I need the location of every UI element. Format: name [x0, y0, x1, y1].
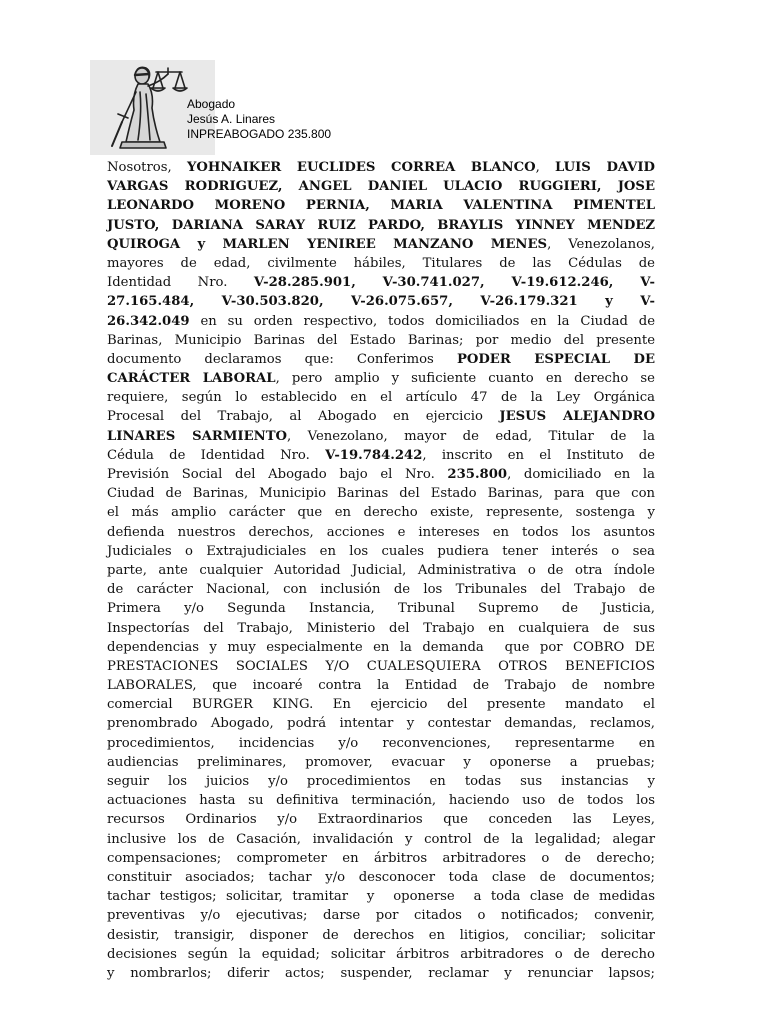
text-segment: decisiones según la equidad; solicitar árbitros arbitradores o de derecho: [107, 946, 655, 962]
body-line: [107, 216, 655, 235]
text-segment: audiencias preliminares, promover, evacuar y oponerse a pruebas;: [107, 754, 655, 770]
bold-text-segment: QUIROGA y MARLEN YENIREE MANZANO MENES: [107, 236, 548, 252]
text-segment: , domiciliado en la: [507, 467, 655, 482]
text-segment: comercial BURGER KING. En ejercicio del presente mandato el: [107, 697, 655, 713]
text-segment: defienda nuestros derechos, acciones e intereses en todos los asuntos: [107, 524, 655, 540]
text-segment: de carácter Nacional, con inclusión de los Tribunales del Trabajo de: [107, 582, 655, 598]
letterhead-title: Abogado: [187, 97, 236, 111]
text-segment: Cédula de Identidad Nro.: [107, 447, 326, 463]
body-line: [107, 638, 655, 657]
text-segment: LABORALES, que incoaré contra la Entidad de Trabajo de nombre: [107, 678, 655, 694]
text-segment: prenombrado Abogado, podrá intentar y contestar demandas, reclamos,: [107, 716, 655, 732]
text-segment: ,: [535, 160, 556, 175]
text-segment: compensaciones; comprometer en árbitros arbitradores o de derecho;: [107, 850, 655, 866]
text-segment: recursos Ordinarios y/o Extraordinarios que conceden las Leyes,: [107, 812, 655, 828]
body-line: [107, 810, 655, 829]
body-line: [107, 830, 655, 849]
body-line: [107, 273, 655, 292]
text-segment: Judiciales o Extrajudiciales en los cuales pudiera tener interés o sea: [107, 543, 655, 559]
body-line: [107, 772, 655, 791]
bold-text-segment: VARGAS RODRIGUEZ, ANGEL DANIEL ULACIO RUGGIERI, JOSE: [107, 179, 655, 195]
text-segment: actuaciones hasta su definitiva terminación, haciendo uso de todos los: [107, 793, 655, 809]
body-line: [107, 446, 655, 465]
bold-text-segment: 26.342.049: [107, 313, 190, 329]
bold-text-segment: YOHNAIKER EUCLIDES CORREA BLANCO: [186, 160, 536, 175]
text-segment: Nosotros,: [107, 160, 187, 175]
text-segment: inclusive los de Casación, invalidación y control de la legalidad; alegar: [107, 831, 655, 847]
bold-text-segment: JESUS ALEJANDRO: [499, 409, 655, 425]
body-line: [107, 926, 655, 945]
body-line: [107, 580, 655, 599]
body-line: [107, 388, 655, 407]
bold-text-segment: 27.165.484, V-30.503.820, V-26.075.657, V-26.179.321 y V-: [107, 294, 655, 310]
body-line: [107, 887, 655, 906]
document-body: [107, 158, 655, 983]
body-line: [107, 407, 655, 426]
lady-justice-icon: [102, 62, 197, 154]
body-line: [107, 503, 655, 522]
body-line: [107, 196, 655, 215]
text-segment: requiere, según lo establecido en el artículo 47 de la Ley Orgánica: [107, 390, 655, 406]
bold-text-segment: PODER ESPECIAL DE: [456, 351, 655, 367]
body-line: [107, 791, 655, 810]
bold-text-segment: CARÁCTER LABORAL: [107, 371, 276, 387]
text-segment: preventivas y/o ejecutivas; darse por citados o notificados; convenir,: [107, 908, 655, 924]
bold-text-segment: LINARES SARMIENTO: [107, 428, 288, 444]
text-segment: Barinas, Municipio Barinas del Estado Barinas; por medio del presente: [107, 332, 655, 348]
text-segment: procedimientos, incidencias y/o reconvenciones, representarme en: [107, 735, 655, 751]
body-line: [107, 619, 655, 638]
body-line: [107, 465, 655, 484]
body-line: [107, 542, 655, 561]
letterhead-inpreabogado: INPREABOGADO 235.800: [187, 127, 332, 141]
text-segment: , pero amplio y suficiente cuanto en derecho se: [275, 371, 655, 387]
letterhead-text: [187, 97, 331, 142]
letterhead-lawyer-name: Jesús A. Linares: [187, 112, 276, 126]
body-line: [107, 964, 655, 983]
text-segment: , Venezolanos,: [547, 236, 655, 252]
text-segment: desistir, transigir, disponer de derechos en litigios, conciliar; solicitar: [107, 927, 655, 943]
body-line: [107, 868, 655, 887]
body-line: [107, 158, 655, 177]
body-line: [107, 695, 655, 714]
body-line: [107, 561, 655, 580]
body-line: [107, 427, 655, 446]
text-segment: mayores de edad, civilmente hábiles, Titulares de las Cédulas de: [107, 255, 655, 271]
text-segment: , inscrito en el Instituto de: [422, 447, 655, 463]
text-segment: documento declaramos que: Conferimos: [107, 351, 457, 367]
bold-text-segment: LUIS DAVID: [555, 160, 655, 175]
bold-text-segment: V-19.784.242: [325, 447, 423, 463]
body-line: [107, 523, 655, 542]
body-line: [107, 676, 655, 695]
text-segment: Ciudad de Barinas, Municipio Barinas del Estado Barinas, para que con: [107, 486, 655, 502]
body-line: [107, 484, 655, 503]
body-line: [107, 369, 655, 388]
text-segment: Previsión Social del Abogado bajo el Nro.: [107, 467, 448, 482]
bold-text-segment: 235.800: [447, 467, 508, 482]
body-line: [107, 714, 655, 733]
bold-text-segment: V-28.285.901, V-30.741.027, V-19.612.246, V-: [253, 275, 656, 291]
text-segment: PRESTACIONES SOCIALES Y/O CUALESQUIERA OTROS BENEFICIOS: [107, 658, 655, 674]
body-line: [107, 350, 655, 369]
text-segment: parte, ante cualquier Autoridad Judicial, Administrativa o de otra índole: [107, 562, 655, 578]
text-segment: Identidad Nro.: [107, 275, 254, 291]
body-line: [107, 235, 655, 254]
body-line: [107, 312, 655, 331]
text-segment: Procesal del Trabajo, al Abogado en ejercicio: [107, 409, 500, 425]
body-line: [107, 599, 655, 618]
body-line: [107, 945, 655, 964]
text-segment: en su orden respectivo, todos domiciliados en la Ciudad de: [189, 313, 655, 329]
body-line: [107, 657, 655, 676]
body-line: [107, 753, 655, 772]
letterhead: [90, 60, 390, 155]
text-segment: constituir asociados; tachar y/o desconocer toda clase de documentos;: [107, 869, 655, 885]
body-line: [107, 734, 655, 753]
text-segment: Primera y/o Segunda Instancia, Tribunal Supremo de Justicia,: [107, 601, 655, 617]
body-line: [107, 331, 655, 350]
text-segment: tachar testigos; solicitar, tramitar y oponerse a toda clase de medidas: [107, 889, 655, 905]
body-line: [107, 906, 655, 925]
bold-text-segment: LEONARDO MORENO PERNIA, MARIA VALENTINA PIMENTEL: [107, 198, 655, 214]
bold-text-segment: JUSTO, DARIANA SARAY RUIZ PARDO, BRAYLIS YINNEY MENDEZ: [107, 217, 655, 233]
text-segment: , Venezolano, mayor de edad, Titular de la: [287, 428, 655, 444]
body-line: [107, 177, 655, 196]
body-line: [107, 849, 655, 868]
body-line: [107, 254, 655, 273]
text-segment: dependencias y muy especialmente en la demanda que por COBRO DE: [107, 639, 655, 655]
text-segment: y nombrarlos; diferir actos; suspender, reclamar y renunciar lapsos;: [107, 965, 655, 981]
text-segment: Inspectorías del Trabajo, Ministerio del Trabajo en cualquiera de sus: [107, 620, 655, 636]
text-segment: el más amplio carácter que en derecho existe, represente, sostenga y: [107, 505, 655, 521]
body-line: [107, 292, 655, 311]
text-segment: seguir los juicios y/o procedimientos en todas sus instancias y: [107, 774, 655, 789]
